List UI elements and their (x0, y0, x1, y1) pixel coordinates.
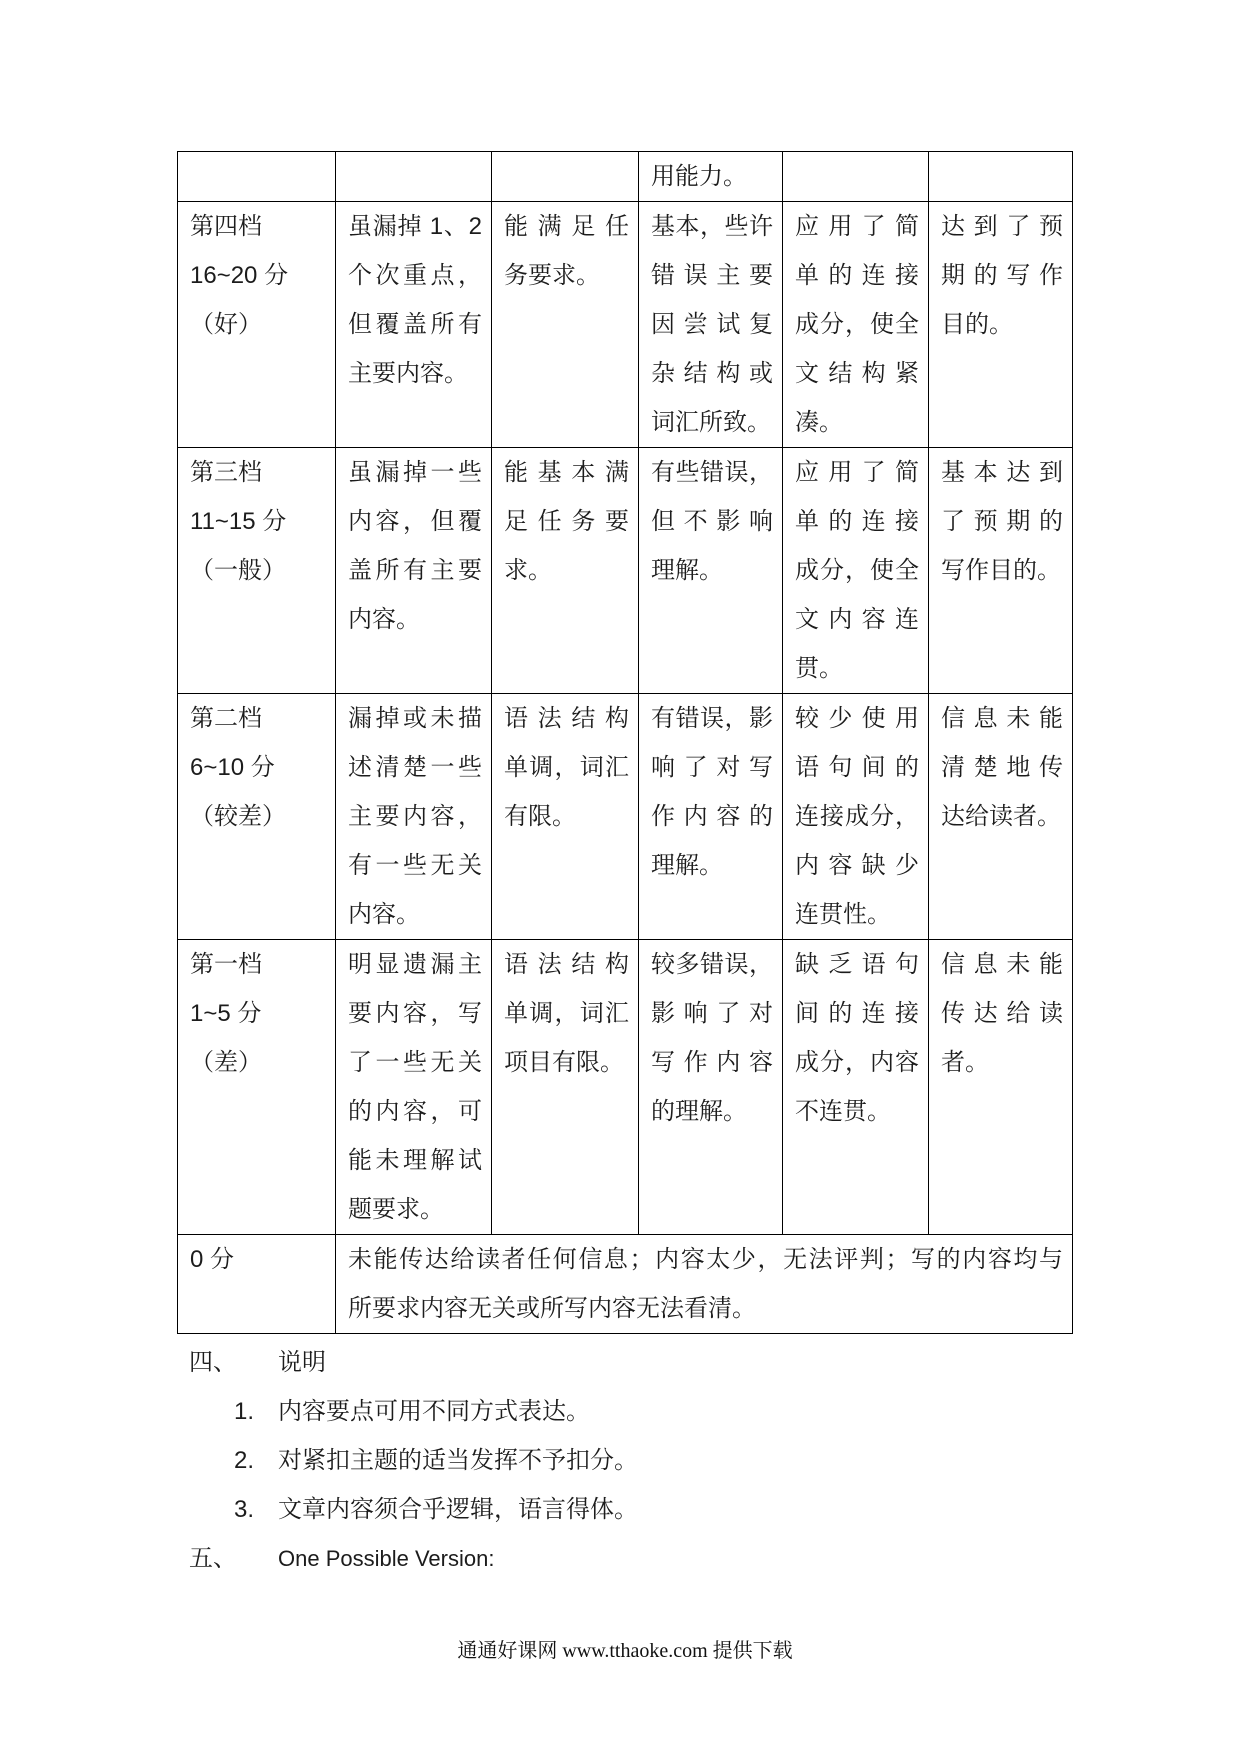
cell-text-line: 理解。 (651, 557, 723, 584)
cell-text-line: 的内容，可 (348, 1098, 482, 1125)
criterion-cell-2 (492, 448, 639, 694)
criterion-cell-5 (929, 202, 1073, 448)
cell-text-line: 的理解。 (651, 1098, 747, 1125)
band-cell (178, 694, 336, 940)
criterion-cell-1 (336, 202, 492, 448)
cell-text-line: 明显遗漏主 (348, 951, 482, 978)
cell-text-line: 成分，内容 (795, 1049, 919, 1076)
cell-text-line: 传达给读 (941, 1000, 1063, 1027)
cell-text-line: 间的连接 (795, 1000, 919, 1027)
cell-text-line: 有些错误， (651, 459, 773, 486)
cell-text-line: 信息未能 (941, 705, 1063, 732)
cell-text-line: 所要求内容无关或所写内容无法看清。 (348, 1295, 756, 1322)
criterion-cell-3 (639, 448, 783, 694)
criterion-cell-1 (336, 152, 492, 202)
band-level: 第二档 (190, 705, 262, 732)
criterion-cell-2 (492, 940, 639, 1235)
criterion-cell-1 (336, 448, 492, 694)
cell-text-line: 有错误，影 (651, 705, 773, 732)
cell-text-line: 响了对写 (651, 754, 773, 781)
cell-text-line: 写作目的。 (941, 557, 1061, 584)
cell-text-line: 单的连接 (795, 262, 919, 289)
cell-text-line: 能基本满 (504, 459, 629, 486)
band-score: 11~15 分 (190, 508, 287, 535)
band-cell (178, 202, 336, 448)
cell-text-line: 能满足任 (504, 213, 629, 240)
criterion-cell-3 (639, 940, 783, 1235)
rubric-row (178, 152, 1073, 202)
rubric-row (178, 202, 1073, 448)
note-item (189, 1387, 638, 1436)
cell-text-line: 应用了简 (795, 213, 919, 240)
cell-text-line: 述清楚一些 (348, 754, 482, 781)
cell-text-line: 达给读者。 (941, 803, 1061, 830)
cell-text-line: 单调，词汇 (504, 1000, 629, 1027)
cell-text-line: 虽漏掉一些 (348, 459, 482, 486)
cell-text-line: 求。 (504, 557, 552, 584)
scoring-rubric-table (177, 151, 1073, 1334)
band-score: 16~20 分 (190, 262, 289, 289)
band-level: 第三档 (190, 459, 262, 486)
criterion-cell-3 (639, 152, 783, 202)
note-item-text: 内容要点可用不同方式表达。 (278, 1398, 590, 1425)
criterion-cell-1 (336, 940, 492, 1235)
criterion-cell-2 (492, 152, 639, 202)
note-item-text: 对紧扣主题的适当发挥不予扣分。 (278, 1447, 638, 1474)
cell-text-line: 影响了对 (651, 1000, 773, 1027)
cell-text-line: 足任务要 (504, 508, 629, 535)
note-item-number: 3. (234, 1496, 255, 1523)
band-rating: （差） (190, 1049, 262, 1076)
cell-text-line: 不连贯。 (795, 1098, 891, 1125)
criterion-cell-4 (783, 694, 929, 940)
cell-text-line: 写作内容 (651, 1049, 773, 1076)
criterion-cell-1 (336, 694, 492, 940)
cell-text-line: 未能传达给读者任何信息；内容太少，无法评判；写的内容均与 (348, 1246, 1063, 1273)
cell-text-line: 题要求。 (348, 1196, 444, 1223)
cell-text-line: 连接成分， (795, 803, 919, 830)
cell-text-line: 个次重点， (348, 262, 482, 289)
criterion-cell-3 (639, 694, 783, 940)
section-number: 五、 (189, 1545, 237, 1572)
cell-text-line: 信息未能 (941, 951, 1063, 978)
cell-text-line: 单的连接 (795, 508, 919, 535)
merged-description-cell (336, 1235, 1073, 1334)
cell-text-line: 语法结构 (504, 705, 629, 732)
cell-text-line: 成分，使全 (795, 311, 919, 338)
criterion-cell-5 (929, 448, 1073, 694)
cell-text-line: 语法结构 (504, 951, 629, 978)
cell-text-line: 杂结构或 (651, 360, 773, 387)
criterion-cell-2 (492, 202, 639, 448)
criterion-cell-2 (492, 694, 639, 940)
cell-text-line: 有限。 (504, 803, 576, 830)
cell-text-line: 内容。 (348, 901, 420, 928)
cell-text-line: 主要内容。 (348, 360, 468, 387)
note-item-number: 1. (234, 1398, 255, 1425)
cell-text-line: 错误主要 (651, 262, 773, 289)
band-rating: （较差） (190, 803, 286, 830)
cell-text-line: 较多错误， (651, 951, 773, 978)
band-cell (178, 152, 336, 202)
cell-text-line: 要内容，写 (348, 1000, 482, 1027)
cell-text-line: 成分，使全 (795, 557, 919, 584)
section-title: 说明 (278, 1349, 326, 1376)
cell-text-line: 目的。 (941, 311, 1013, 338)
cell-text-line: 因尝试复 (651, 311, 773, 338)
cell-text-line: 达到了预 (941, 213, 1063, 240)
rubric-row (178, 1235, 1073, 1334)
cell-text-line: 能未理解试 (348, 1147, 482, 1174)
band-score: 6~10 分 (190, 754, 275, 781)
cell-text-line: 凑。 (795, 409, 843, 436)
rubric-table-body (178, 152, 1073, 1334)
band-level: 第一档 (190, 951, 262, 978)
cell-text-line: 清楚地传 (941, 754, 1063, 781)
section-heading-notes (189, 1338, 638, 1387)
criterion-cell-4 (783, 202, 929, 448)
section-number: 四、 (189, 1349, 237, 1376)
rubric-row (178, 940, 1073, 1235)
note-item-number: 2. (234, 1447, 255, 1474)
cell-text-line: 盖所有主要 (348, 557, 482, 584)
criterion-cell-4 (783, 152, 929, 202)
note-item (189, 1436, 638, 1485)
cell-text-line: 应用了简 (795, 459, 919, 486)
note-item-text: 文章内容须合乎逻辑，语言得体。 (278, 1496, 638, 1523)
section-heading-sample-version (189, 1534, 638, 1583)
page-footer-watermark: 通通好课网 www.tthaoke.com 提供下载 (457, 1640, 793, 1662)
cell-text-line: 缺乏语句 (795, 951, 919, 978)
criterion-cell-3 (639, 202, 783, 448)
cell-text-line: 语句间的 (795, 754, 919, 781)
cell-text-line: 主要内容， (348, 803, 482, 830)
band-score: 0 分 (190, 1246, 235, 1273)
cell-text-line: 连贯性。 (795, 901, 891, 928)
cell-text-line: 但不影响 (651, 508, 773, 535)
cell-text-line: 较少使用 (795, 705, 919, 732)
criterion-cell-5 (929, 694, 1073, 940)
cell-text-line: 期的写作 (941, 262, 1063, 289)
cell-text-line: 文结构紧 (795, 360, 919, 387)
criterion-cell-5 (929, 940, 1073, 1235)
band-score: 1~5 分 (190, 1000, 262, 1027)
cell-text-line: 漏掉或未描 (348, 705, 482, 732)
notes-section (189, 1338, 638, 1583)
cell-text-line: 了预期的 (941, 508, 1063, 535)
cell-text-line: 用能力。 (651, 163, 747, 190)
cell-text-line: 务要求。 (504, 262, 600, 289)
criterion-cell-5 (929, 152, 1073, 202)
cell-text-line: 内容，但覆 (348, 508, 482, 535)
band-level: 第四档 (190, 213, 262, 240)
band-cell (178, 1235, 336, 1334)
cell-text-line: 项目有限。 (504, 1049, 624, 1076)
rubric-row (178, 448, 1073, 694)
rubric-row (178, 694, 1073, 940)
cell-text-line: 理解。 (651, 852, 723, 879)
cell-text-line: 基本，些许 (651, 213, 773, 240)
criterion-cell-4 (783, 940, 929, 1235)
criterion-cell-4 (783, 448, 929, 694)
band-cell (178, 448, 336, 694)
cell-text-line: 文内容连 (795, 606, 919, 633)
cell-text-line: 基本达到 (941, 459, 1063, 486)
band-cell (178, 940, 336, 1235)
note-item (189, 1485, 638, 1534)
band-rating: （好） (190, 311, 262, 338)
cell-text-line: 内容。 (348, 606, 420, 633)
cell-text-line: 单调，词汇 (504, 754, 629, 781)
cell-text-line: 有一些无关 (348, 852, 482, 879)
cell-text-line: 者。 (941, 1049, 989, 1076)
cell-text-line: 作内容的 (651, 803, 773, 830)
cell-text-line: 了一些无关 (348, 1049, 482, 1076)
cell-text-line: 贯。 (795, 655, 843, 682)
cell-text-line: 但覆盖所有 (348, 311, 482, 338)
cell-text-line: 内容缺少 (795, 852, 919, 879)
cell-text-line: 词汇所致。 (651, 409, 771, 436)
band-rating: （一般） (190, 557, 286, 584)
cell-text-line: 虽漏掉 1、2 (348, 213, 482, 240)
section-title: One Possible Version: (278, 1546, 495, 1571)
